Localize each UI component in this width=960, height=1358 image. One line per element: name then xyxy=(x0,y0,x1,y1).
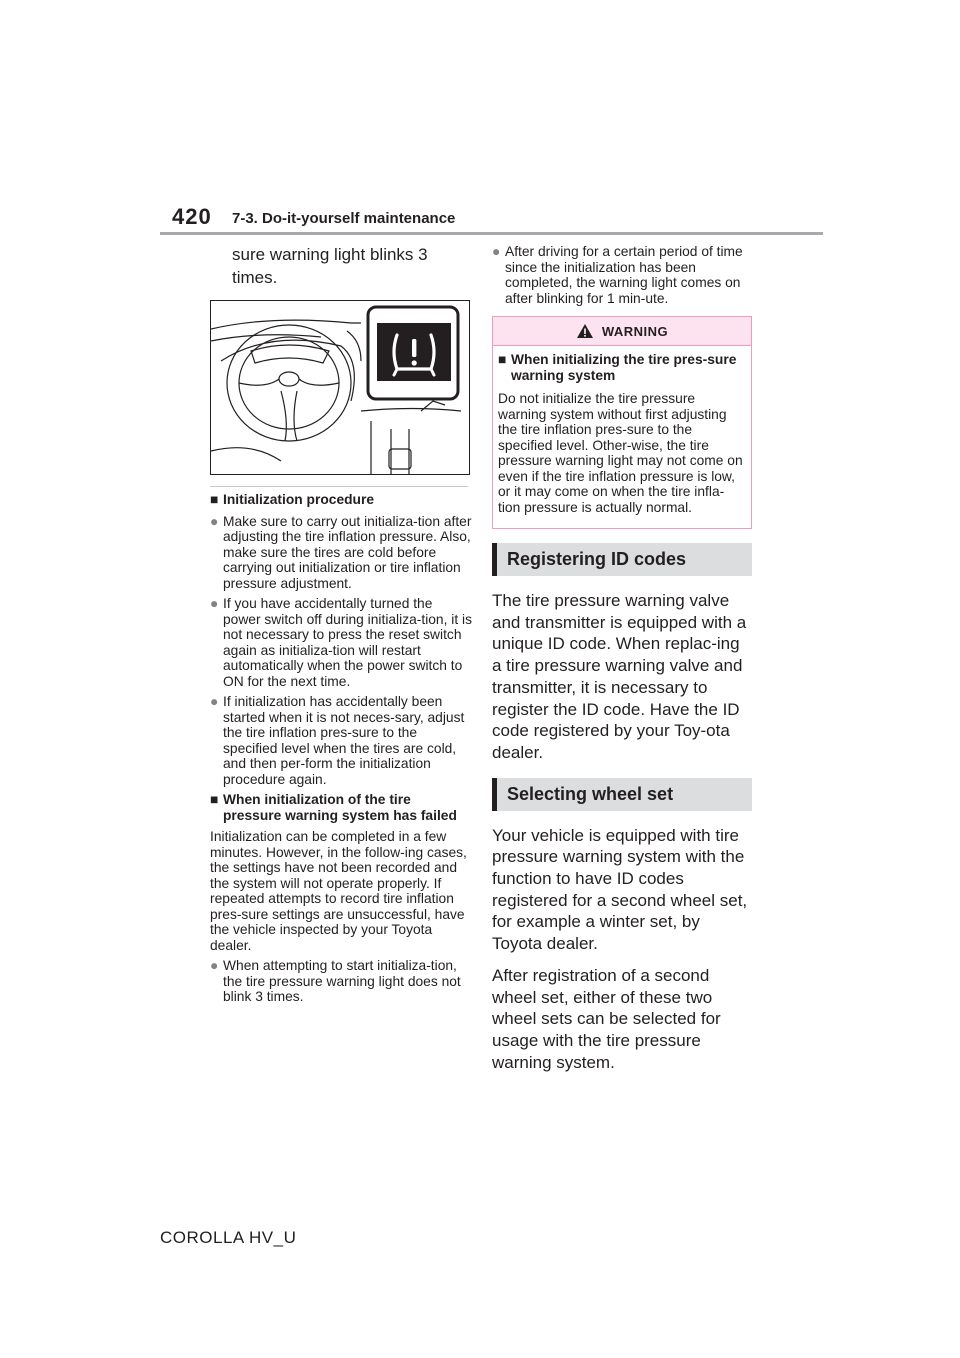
list-item: ● Make sure to carry out initializa-tion after adjusting the tire inflation pressure. Also, make sure the tires are cold before carrying out initialization or tire inflation pressure adjustment. xyxy=(210,513,472,591)
init-subheading: ■ Initialization procedure xyxy=(210,492,375,507)
list-item: ● If initialization has accidentally been started when it is not neces-sary, adjust the tire inflation pres-sure to the specified level when the tires are cold, and then per-form the initialization procedure again. xyxy=(210,694,465,787)
footer-model: COROLLA HV_U xyxy=(160,1228,297,1247)
continuation-text: sure warning light blinks 3 times. xyxy=(232,245,428,287)
list-item: ● After driving for a certain period of time since the initialization has been completed, the warning light comes on after blinking for 1 min-ute. xyxy=(492,244,743,306)
dashboard-illustration xyxy=(210,300,470,475)
left-column xyxy=(210,492,472,1010)
registering-text: The tire pressure warning valve and transmitter is equipped with a unique ID code. When replac-ing a tire pressure warning valve and transmitter, it is necessary to register the ID code. Have the ID code registered by your Toy-ota dealer. xyxy=(492,591,747,762)
warning-header xyxy=(493,317,751,346)
header-rule xyxy=(160,232,823,235)
dashboard-drawing xyxy=(211,301,469,474)
list-item: ● When attempting to start initializa-tion, the tire pressure warning light does not blink 3 times. xyxy=(210,958,461,1004)
fail-paragraph: Initialization can be completed in a few minutes. However, in the follow-ing cases, the settings have not been recorded and the system will not operate properly. If repeated attempts to record tire inflation pres-sure settings are unsuccessful, have the vehicle inspected by your Toyota dealer. xyxy=(210,829,467,953)
warning-body xyxy=(493,346,751,528)
warning-text: Do not initialize the tire pressure warning system without first adjusting the tire inflation pres-sure to the specified level. Other-wise, the tire pressure warning light may not come on even if the tire inflation pressure is low, or it may come on when the tire infla-tion pressure is actually normal. xyxy=(498,391,743,515)
section-title: 7-3. Do-it-yourself maintenance xyxy=(232,210,456,227)
warning-box xyxy=(492,316,752,529)
fail-subheading: ■ When initialization of the tire pressure warning system has failed xyxy=(210,792,457,823)
selecting-text-1: Your vehicle is equipped with tire pressure warning system with the function to have ID codes registered for a second wheel set, for example a winter set, by Toyota dealer. xyxy=(492,825,748,954)
warning-label: WARNING xyxy=(601,323,669,339)
selecting-heading: Selecting wheel set xyxy=(492,778,752,811)
figure-divider xyxy=(210,486,468,487)
page-number: 420 xyxy=(172,204,212,229)
list-item: ● If you have accidentally turned the power switch off during initializa-tion, it is not necessary to press the reset switch again as initializa-tion will restart automatically when the power switch to ON for the next time. xyxy=(210,596,472,689)
warning-title: ■ When initializing the tire pres-sure warning system xyxy=(498,352,737,383)
warning-triangle-icon xyxy=(576,323,594,339)
right-column xyxy=(492,244,752,1083)
selecting-text-2: After registration of a second wheel set, either of these two wheel sets can be selected for usage with the tire pressure warning system. xyxy=(492,965,721,1072)
registering-heading: Registering ID codes xyxy=(492,543,752,576)
